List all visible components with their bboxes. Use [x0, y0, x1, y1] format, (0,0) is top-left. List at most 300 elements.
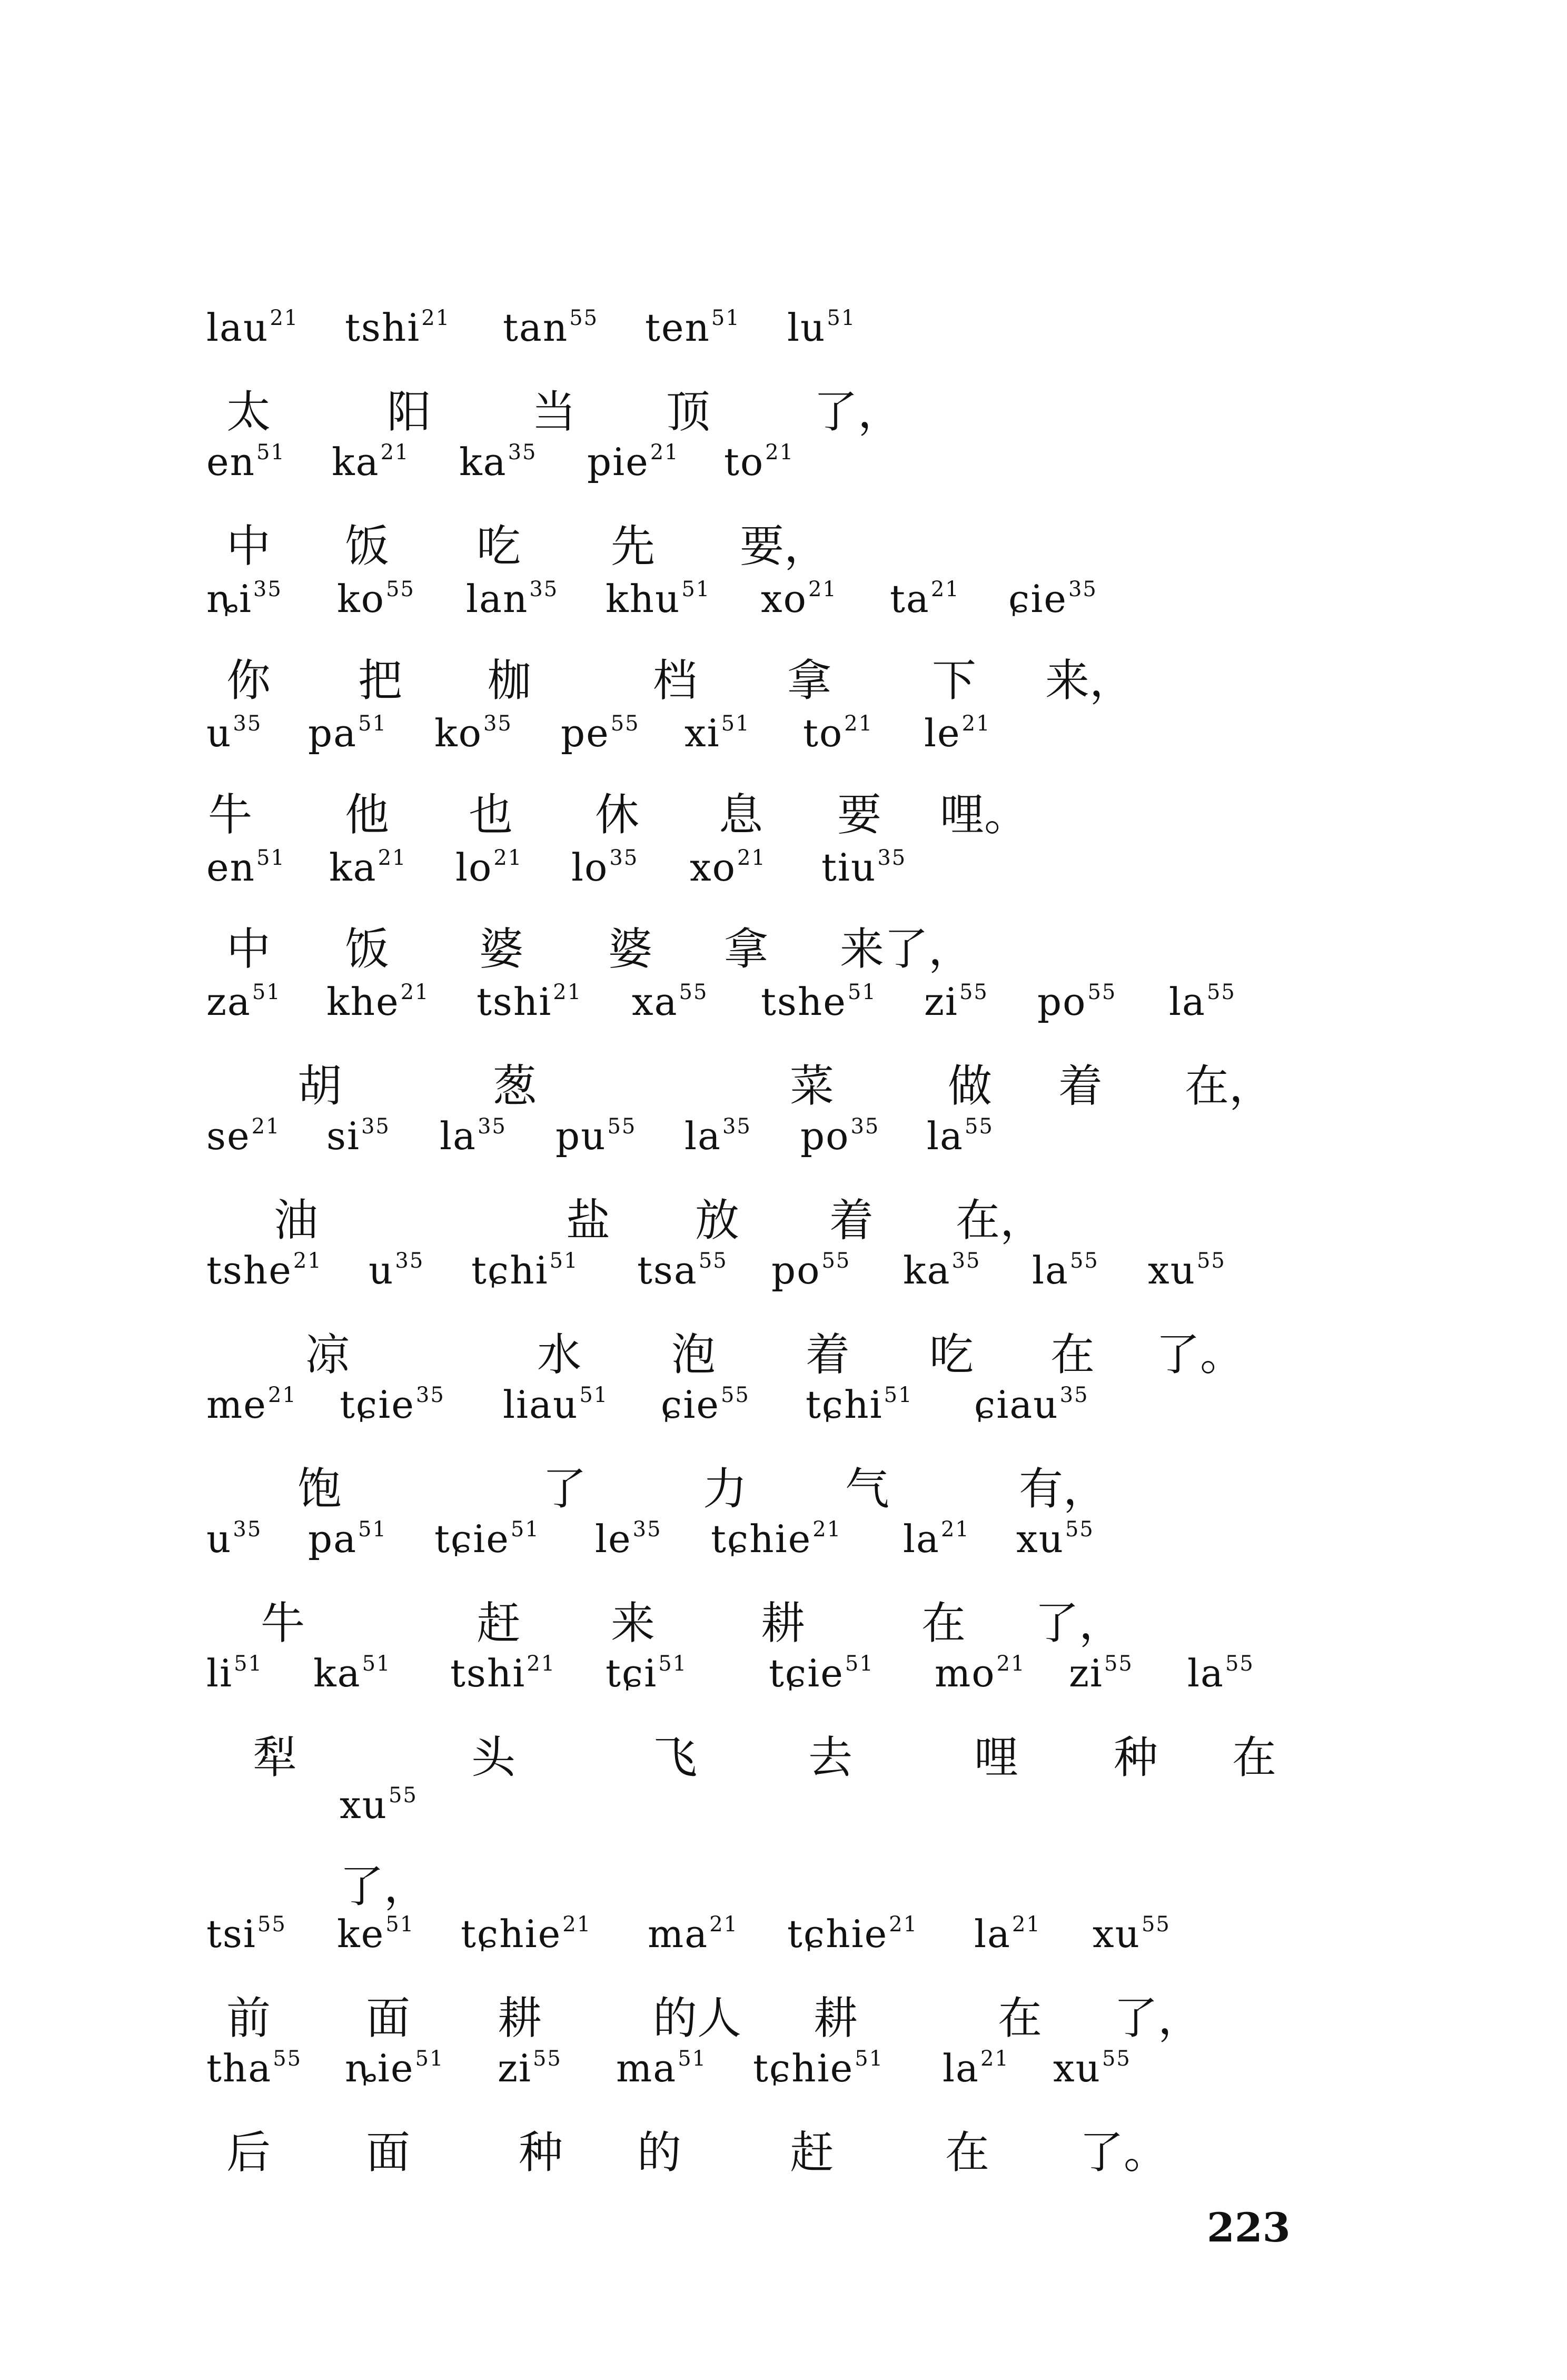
tone-number: 55	[959, 980, 988, 1004]
romanized-syllable	[685, 1114, 751, 1158]
tone-number: 21	[378, 846, 407, 870]
romanized-syllable	[761, 577, 837, 621]
syllable-text: en	[206, 845, 255, 890]
romanized-syllable	[769, 1651, 874, 1695]
tone-number: 55	[964, 1114, 994, 1139]
tone-number: 51	[855, 2047, 884, 2071]
syllable-text: u	[369, 1248, 394, 1292]
tone-number: 55	[385, 577, 415, 601]
chinese-gloss: 休	[595, 789, 640, 841]
romanized-syllable	[461, 1912, 591, 1956]
romanized-syllable	[711, 1517, 841, 1561]
romanized-syllable	[761, 980, 877, 1024]
syllable-text: zi	[498, 2046, 532, 2090]
chinese-gloss: 着	[1058, 1060, 1103, 1112]
chinese-gloss: 着	[829, 1194, 874, 1246]
romanized-syllable	[924, 711, 991, 755]
tone-number: 55	[388, 1783, 418, 1808]
syllable-text: pa	[308, 711, 358, 755]
romanized-syllable	[637, 1248, 728, 1292]
tone-number: 21	[980, 2047, 1009, 2071]
chinese-gloss: 顶	[666, 386, 711, 438]
tone-number: 35	[233, 1517, 262, 1542]
tone-number: 55	[610, 712, 640, 736]
syllable-text: tiu	[821, 845, 877, 890]
syllable-text: lu	[787, 305, 826, 350]
chinese-gloss: 耕	[761, 1597, 806, 1649]
tone-number: 21	[293, 1249, 322, 1273]
romanized-syllable	[595, 1517, 662, 1561]
romanized-syllable	[206, 1651, 263, 1695]
tone-number: 21	[380, 440, 410, 465]
tone-number: 55	[1065, 1517, 1094, 1542]
syllable-text: pu	[556, 1114, 607, 1158]
syllable-text: tshi	[477, 980, 552, 1024]
romanized-syllable	[455, 845, 522, 890]
chinese-gloss: 中	[226, 520, 271, 572]
romanized-syllable	[345, 2046, 444, 2090]
chinese-gloss: 凉	[305, 1329, 350, 1380]
tone-number: 35	[632, 1517, 662, 1542]
romanized-syllable	[498, 2046, 562, 2090]
syllable-text: ten	[645, 305, 710, 350]
syllable-text: en	[206, 440, 255, 484]
chinese-gloss: 饱	[297, 1463, 342, 1515]
syllable-text: tɕie	[769, 1651, 844, 1695]
romanized-syllable	[450, 1651, 556, 1695]
syllable-text: tɕhie	[787, 1912, 888, 1956]
tone-number: 21	[930, 577, 960, 601]
chinese-gloss: 饭	[345, 923, 390, 975]
romanized-syllable	[206, 1248, 322, 1292]
chinese-gloss: 了	[542, 1463, 587, 1515]
chinese-gloss: 耕	[498, 1992, 542, 2044]
syllable-text: xa	[632, 980, 678, 1024]
tone-number: 51	[827, 306, 856, 330]
chinese-gloss: 他	[345, 789, 390, 841]
romanized-syllable	[1148, 1248, 1226, 1292]
romanized-syllable	[345, 305, 450, 350]
syllable-text: tshe	[761, 980, 847, 1024]
tone-number: 55	[569, 306, 599, 330]
romanized-syllable	[1093, 1912, 1171, 1956]
romanized-syllable	[606, 577, 710, 621]
tone-number: 35	[233, 712, 262, 736]
tone-number: 55	[1196, 1249, 1226, 1273]
syllable-text: u	[206, 711, 232, 755]
syllable-text: ɕie	[1008, 577, 1067, 621]
romanized-syllable	[556, 1114, 636, 1158]
tone-number: 55	[1087, 980, 1117, 1004]
romanized-syllable	[606, 1651, 687, 1695]
romanized-syllable	[661, 1382, 750, 1427]
syllable-text: ke	[337, 1912, 385, 1956]
romanized-syllable	[561, 711, 640, 755]
romanized-syllable	[1032, 1248, 1099, 1292]
chinese-gloss: 吃	[477, 520, 521, 572]
tone-number: 55	[1069, 1249, 1099, 1273]
romanized-syllable	[890, 577, 960, 621]
tone-number: 35	[253, 577, 282, 601]
syllable-text: la	[685, 1114, 721, 1158]
chinese-gloss: 水	[537, 1329, 582, 1380]
chinese-gloss: 牛	[261, 1597, 305, 1649]
chinese-gloss: 菜	[790, 1060, 835, 1112]
romanized-syllable	[206, 1114, 280, 1158]
syllable-text: la	[927, 1114, 964, 1158]
tone-number: 51	[678, 2047, 707, 2071]
syllable-text: se	[206, 1114, 251, 1158]
tone-number: 21	[270, 306, 299, 330]
tone-number: 51	[234, 1652, 263, 1676]
romanized-syllable	[927, 1114, 994, 1158]
romanized-syllable	[787, 1912, 918, 1956]
syllable-text: tan	[503, 305, 569, 350]
chinese-gloss: 在	[945, 2127, 990, 2178]
tone-number: 51	[549, 1249, 579, 1273]
syllable-text: ka	[903, 1248, 951, 1292]
chinese-gloss: 种	[1114, 1732, 1158, 1783]
chinese-gloss: 犁	[253, 1732, 297, 1783]
tone-number: 51	[362, 1652, 391, 1676]
tone-number: 55	[257, 1912, 286, 1937]
syllable-text: tha	[206, 2046, 272, 2090]
romanized-syllable	[943, 2046, 1009, 2090]
tone-number: 21	[267, 1383, 297, 1407]
syllable-text: po	[771, 1248, 821, 1292]
chinese-gloss: 在	[1232, 1732, 1277, 1783]
romanized-syllable	[459, 440, 537, 484]
romanized-syllable	[1016, 1517, 1094, 1561]
tone-number: 21	[812, 1517, 842, 1542]
syllable-text: pie	[587, 440, 649, 484]
chinese-gloss: 盐	[566, 1194, 611, 1246]
romanized-syllable	[206, 440, 285, 484]
tone-number: 35	[722, 1114, 751, 1139]
romanized-syllable	[690, 845, 766, 890]
romanized-syllable	[206, 1517, 262, 1561]
syllable-text: ka	[313, 1651, 361, 1695]
romanized-syllable	[974, 1382, 1089, 1427]
chinese-gloss: 牛	[208, 789, 253, 841]
tone-number: 35	[483, 712, 512, 736]
chinese-gloss: 面	[366, 2127, 411, 2178]
syllable-text: zi	[924, 980, 958, 1024]
syllable-text: lo	[455, 845, 493, 890]
romanized-syllable	[503, 1382, 608, 1427]
syllable-text: lo	[571, 845, 609, 890]
romanized-syllable	[471, 1248, 579, 1292]
tone-number: 21	[996, 1652, 1026, 1676]
romanized-syllable	[206, 1382, 297, 1427]
romanized-syllable	[587, 440, 679, 484]
romanized-syllable	[924, 980, 988, 1024]
chinese-gloss: 要，	[740, 520, 829, 572]
syllable-text: lan	[466, 577, 529, 621]
romanized-syllable	[800, 1114, 879, 1158]
chinese-gloss: 婆	[479, 923, 524, 975]
syllable-text: za	[206, 980, 251, 1024]
syllable-text: xu	[1053, 2046, 1101, 2090]
romanized-syllable	[477, 980, 582, 1024]
syllable-text: xo	[690, 845, 736, 890]
tone-number: 55	[720, 1383, 750, 1407]
syllable-text: tshe	[206, 1248, 292, 1292]
syllable-text: le	[595, 1517, 632, 1561]
tone-number: 21	[400, 980, 430, 1004]
chinese-gloss: 在	[1050, 1329, 1095, 1380]
romanized-syllable	[332, 440, 409, 484]
syllable-text: la	[943, 2046, 979, 2090]
syllable-text: ɕie	[661, 1382, 720, 1427]
tone-number: 51	[358, 1517, 387, 1542]
syllable-text: po	[800, 1114, 850, 1158]
chinese-gloss: 下	[932, 655, 977, 706]
syllable-text: ma	[648, 1912, 709, 1956]
chinese-gloss: 枷	[487, 655, 532, 706]
romanized-syllable	[903, 1517, 970, 1561]
syllable-text: to	[724, 440, 765, 484]
chinese-gloss: 要	[837, 789, 882, 841]
chinese-gloss: 先	[611, 520, 656, 572]
syllable-text: to	[803, 711, 844, 755]
romanized-syllable	[369, 1248, 424, 1292]
tone-number: 51	[252, 980, 281, 1004]
syllable-text: xo	[761, 577, 807, 621]
chinese-gloss: 赶	[790, 2127, 835, 2178]
chinese-gloss: 的人	[653, 1992, 742, 2044]
chinese-gloss: 了，	[814, 386, 902, 438]
chinese-gloss: 种	[519, 2127, 563, 2178]
romanized-syllable	[771, 1248, 850, 1292]
romanized-syllable	[1169, 980, 1236, 1024]
chinese-gloss: 胡	[297, 1060, 342, 1112]
chinese-gloss: 飞	[653, 1732, 698, 1783]
chinese-gloss: 中	[226, 923, 271, 975]
syllable-text: ka	[329, 845, 377, 890]
syllable-text: tshi	[345, 305, 421, 350]
chinese-gloss: 来了，	[840, 923, 973, 975]
chinese-gloss: 阳	[387, 386, 432, 438]
syllable-text: xu	[340, 1783, 388, 1827]
syllable-text: tɕie	[340, 1382, 415, 1427]
chinese-gloss: 在	[998, 1992, 1043, 2044]
syllable-text: pa	[308, 1517, 358, 1561]
romanized-syllable	[803, 711, 873, 755]
romanized-syllable	[645, 305, 740, 350]
tone-number: 21	[808, 577, 837, 601]
syllable-text: tɕhi	[806, 1382, 883, 1427]
tone-number: 35	[477, 1114, 507, 1139]
syllable-text: ȵie	[345, 2046, 414, 2090]
romanized-syllable	[434, 711, 512, 755]
romanized-syllable	[753, 2046, 884, 2090]
tone-number: 21	[650, 440, 679, 465]
tone-number: 55	[821, 1249, 851, 1273]
tone-number: 21	[562, 1912, 592, 1937]
romanized-syllable	[685, 711, 750, 755]
tone-number: 55	[1206, 980, 1236, 1004]
tone-number: 55	[607, 1114, 637, 1139]
syllable-text: tsa	[637, 1248, 698, 1292]
romanized-syllable	[616, 2046, 707, 2090]
romanized-syllable	[1037, 980, 1116, 1024]
syllable-text: khu	[606, 577, 681, 621]
romanized-syllable	[206, 2046, 302, 2090]
chinese-gloss: 气	[845, 1463, 890, 1515]
romanized-syllable	[974, 1912, 1041, 1956]
syllable-text: ma	[616, 2046, 677, 2090]
syllable-text: po	[1037, 980, 1087, 1024]
chinese-gloss: 赶	[477, 1597, 521, 1649]
tone-number: 35	[850, 1114, 880, 1139]
chinese-gloss: 泡	[671, 1329, 716, 1380]
syllable-text: ɕiau	[974, 1382, 1059, 1427]
chinese-gloss: 放	[695, 1194, 740, 1246]
chinese-gloss: 在	[921, 1597, 966, 1649]
chinese-gloss: 头	[471, 1732, 516, 1783]
syllable-text: xu	[1148, 1248, 1196, 1292]
chinese-gloss: 了。	[1079, 2127, 1168, 2178]
tone-number: 55	[1141, 1912, 1171, 1937]
tone-number: 21	[737, 846, 766, 870]
tone-number: 21	[844, 712, 874, 736]
chinese-gloss: 前	[226, 1992, 271, 2044]
tone-number: 55	[1225, 1652, 1254, 1676]
tone-number: 35	[951, 1249, 981, 1273]
chinese-gloss: 在，	[956, 1194, 1045, 1246]
syllable-text: xu	[1093, 1912, 1140, 1956]
tone-number: 55	[1104, 1652, 1133, 1676]
chinese-gloss: 油	[274, 1194, 319, 1246]
tone-number: 35	[508, 440, 537, 465]
tone-number: 55	[679, 980, 708, 1004]
syllable-text: tɕhi	[471, 1248, 549, 1292]
romanized-syllable	[440, 1114, 507, 1158]
chinese-gloss: 了，	[340, 1861, 429, 1912]
chinese-gloss: 了，	[1114, 1992, 1203, 2044]
syllable-text: li	[206, 1651, 233, 1695]
romanized-syllable	[206, 305, 299, 350]
tone-number: 55	[1102, 2047, 1131, 2071]
syllable-text: tɕi	[606, 1651, 658, 1695]
tone-number: 35	[529, 577, 559, 601]
chinese-gloss: 后	[226, 2127, 271, 2178]
tone-number: 35	[1068, 577, 1097, 601]
tone-number: 51	[256, 440, 285, 465]
syllable-text: tɕhie	[753, 2046, 854, 2090]
chinese-gloss: 当	[532, 386, 577, 438]
syllable-text: la	[1032, 1248, 1069, 1292]
syllable-text: khe	[326, 980, 400, 1024]
romanized-syllable	[206, 711, 262, 755]
tone-number: 21	[527, 1652, 556, 1676]
syllable-text: xi	[685, 711, 720, 755]
romanized-syllable	[206, 980, 281, 1024]
chinese-gloss: 太	[226, 386, 271, 438]
tone-number: 55	[532, 2047, 562, 2071]
tone-number: 51	[385, 1912, 415, 1937]
tone-number: 51	[358, 712, 387, 736]
syllable-text: la	[974, 1912, 1011, 1956]
tone-number: 21	[493, 846, 523, 870]
chinese-gloss: 力	[703, 1463, 748, 1515]
syllable-text: tshi	[450, 1651, 526, 1695]
chinese-gloss: 来	[611, 1597, 656, 1649]
romanized-syllable	[1008, 577, 1097, 621]
chinese-gloss: 了。	[1156, 1329, 1245, 1380]
chinese-gloss: 哩。	[940, 789, 1029, 841]
syllable-text: la	[1187, 1651, 1224, 1695]
romanized-syllable	[787, 305, 856, 350]
chinese-gloss: 档	[653, 655, 698, 706]
tone-number: 51	[711, 306, 740, 330]
romanized-syllable	[632, 980, 708, 1024]
chinese-gloss: 耕	[814, 1992, 858, 2044]
tone-number: 35	[1059, 1383, 1089, 1407]
tone-number: 51	[721, 712, 750, 736]
romanized-syllable	[503, 305, 598, 350]
chinese-gloss: 来，	[1045, 655, 1134, 706]
tone-number: 35	[609, 846, 639, 870]
romanized-syllable	[206, 845, 285, 890]
page-number: 223	[1207, 2204, 1291, 2251]
romanized-syllable	[326, 1114, 390, 1158]
chinese-gloss: 面	[366, 1992, 411, 2044]
romanized-syllable	[466, 577, 558, 621]
romanized-syllable	[206, 577, 282, 621]
chinese-gloss: 息	[719, 789, 763, 841]
romanized-syllable	[724, 440, 794, 484]
syllable-text: tɕhie	[711, 1517, 812, 1561]
chinese-gloss: 拿	[787, 655, 832, 706]
chinese-gloss: 婆	[608, 923, 653, 975]
syllable-text: tsi	[206, 1912, 256, 1956]
chinese-gloss: 去	[808, 1732, 853, 1783]
tone-number: 21	[421, 306, 451, 330]
chinese-gloss: 你	[226, 655, 271, 706]
tone-number: 21	[251, 1114, 281, 1139]
tone-number: 21	[940, 1517, 970, 1542]
chinese-gloss: 的	[637, 2127, 682, 2178]
chinese-gloss: 拿	[724, 923, 769, 975]
romanized-syllable	[1069, 1651, 1133, 1695]
tone-number: 51	[579, 1383, 609, 1407]
syllable-text: ta	[890, 577, 930, 621]
syllable-text: ka	[459, 440, 507, 484]
tone-number: 21	[765, 440, 795, 465]
chinese-gloss: 也	[469, 789, 513, 841]
tone-number: 21	[1011, 1912, 1041, 1937]
syllable-text: liau	[503, 1382, 579, 1427]
tone-number: 51	[510, 1517, 540, 1542]
romanized-syllable	[648, 1912, 738, 1956]
syllable-text: lau	[206, 305, 269, 350]
tone-number: 35	[361, 1114, 390, 1139]
romanized-syllable	[329, 845, 406, 890]
romanized-syllable	[571, 845, 638, 890]
chinese-gloss: 了，	[1035, 1597, 1124, 1649]
romanized-syllable	[935, 1651, 1026, 1695]
romanized-syllable	[326, 980, 430, 1024]
tone-number: 21	[709, 1912, 739, 1937]
romanized-syllable	[1187, 1651, 1254, 1695]
syllable-text: u	[206, 1517, 232, 1561]
tone-number: 21	[553, 980, 582, 1004]
tone-number: 35	[877, 846, 907, 870]
syllable-text: mo	[935, 1651, 996, 1695]
tone-number: 51	[256, 846, 285, 870]
